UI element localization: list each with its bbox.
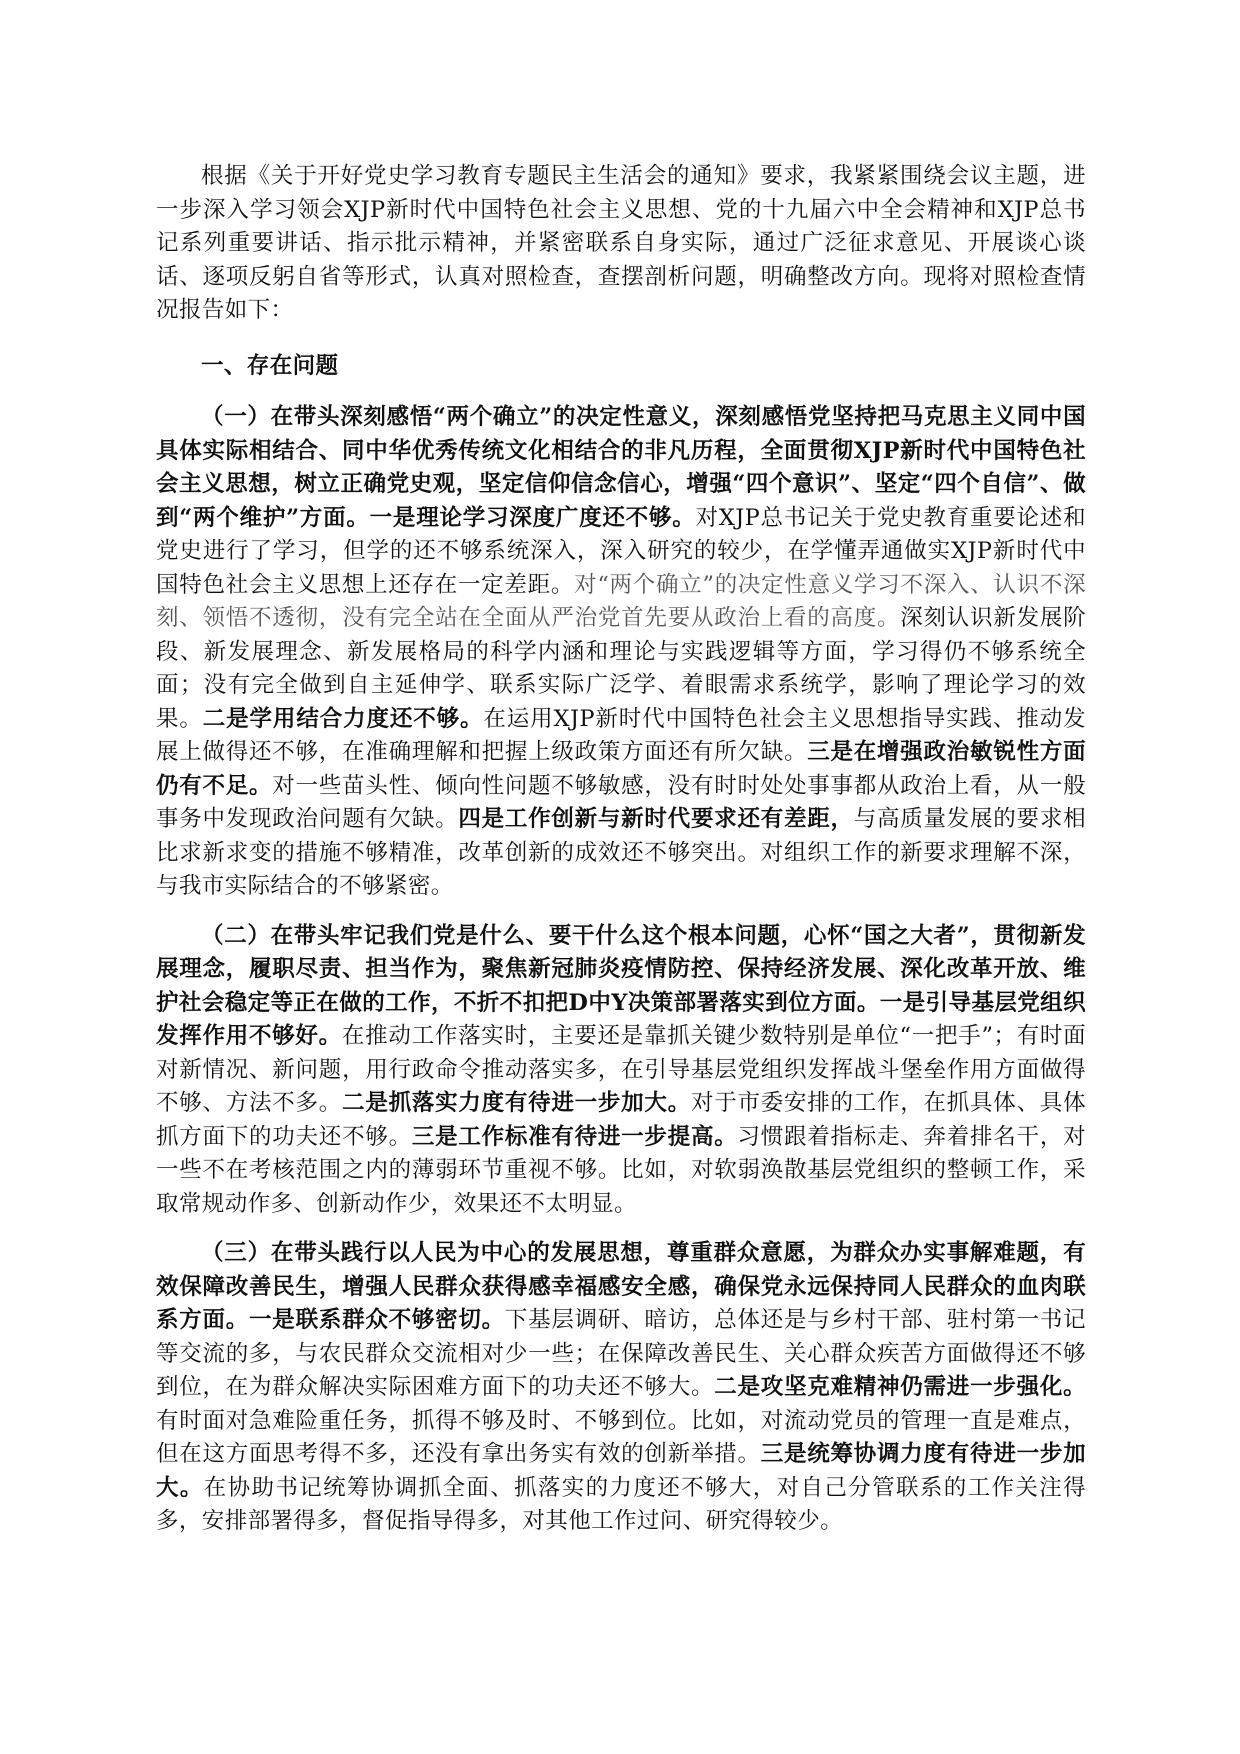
problem-paragraph-3 [156, 1237, 1086, 1539]
p1-key-3: 三是在增强政治敏锐性方面仍有不足。 [156, 739, 1086, 799]
p2-lead: （二）在带头牢记我们党是什么、要干什么这个根本问题，心怀“国之大者”，贯彻新发展理念，履职尽责、担当作为，聚焦新冠肺炎疫情防控、保持经济发展、深化改革开放、维护社会稳定等正在做的工作，不折不扣把D中Y决策部署落实到位方面。 [156, 922, 1086, 1016]
p1-key-2: 二是学用结合力度还不够。 [202, 705, 484, 732]
p1-text-1b: 对“两个确立”的决定性意义学习不深入、认识不深刻、领悟不透彻，没有完全站在全面从严治党首先要从政治上看的高度。 [156, 571, 1086, 631]
p1-text-2: 在运用XJP新时代中国特色社会主义思想指导实践、推动发展上做得还不够，在准确理解和把握上级政策方面还有所欠缺。 [156, 705, 1086, 765]
p3-lead: （三）在带头践行以人民为中心的发展思想，尊重群众意愿，为群众办实事解难题，有效保障改善民生，增强人民群众获得感幸福感安全感，确保党永远保持同人民群众的血肉联系方面。 [156, 1240, 1086, 1333]
p1-text-3: 对一些苗头性、倾向性问题不够敏感，没有时时处处事事都从政治上看，从一般事务中发现政治问题有欠缺。 [156, 772, 1086, 832]
p3-key-3: 三是统筹协调力度有待进一步加大。 [156, 1441, 1086, 1501]
p3-text-3: 在协助书记统筹协调抓全面、抓落实的力度还不够大，对自己分管联系的工作关注得多，安排部署得多，督促指导得多，对其他工作过问、研究得较少。 [156, 1474, 1086, 1534]
p3-key-1: 一是联系群众不够密切。 [249, 1307, 505, 1333]
p2-key-3: 三是工作标准有待进一步提高。 [411, 1123, 738, 1150]
p1-text-1a: 对XJP总书记关于党史教育重要论述和党史进行了学习，但学的还不够系统深入，深入研究的较少，在学懂弄通做实XJP新时代中国特色社会主义思想上还存在一定差距。 [156, 504, 1086, 598]
p2-text-3: 习惯跟着指标走、奔着排名干，对一些不在考核范围之内的薄弱环节重视不够。比如，对软弱涣散基层党组织的整顿工作，采取常规动作多、创新动作少，效果还不太明显。 [156, 1123, 1086, 1217]
problem-paragraph-1 [156, 401, 1086, 904]
document-page [156, 160, 1086, 1539]
p1-text-1c: 深刻认识新发展阶段、新发展理念、新发展格局的科学内涵和理论与实践逻辑等方面，学习得仍不够系统全面；没有完全做到自主延伸学、联系实际广泛学、着眼需求系统学，影响了理论学习的效果。 [156, 605, 1086, 732]
intro-paragraph [156, 160, 1086, 328]
p3-text-2: 有时面对急难险重任务，抓得不够及时、不够到位。比如，对流动党员的管理一直是难点，但在这方面思考得不多，还没有拿出务实有效的创新举措。 [156, 1407, 1086, 1467]
p2-text-2: 对于市委安排的工作，在抓具体、具体抓方面下的功夫还不够。 [156, 1090, 1086, 1150]
p2-text-1: 在推动工作落实时，主要还是靠抓关键少数特别是单位“一把手”；有时面对新情况、新问题，用行政命令推动落实多，在引导基层党组织发挥战斗堡垒作用方面做得不够、方法不多。 [156, 1023, 1086, 1116]
p3-key-2: 二是攻坚克难精神仍需进一步强化。 [714, 1374, 1086, 1400]
p1-text-4: 与高质量发展的要求相比求新求变的措施不够精准，改革创新的成效还不够突出。对组织工作的新要求理解不深，与我市实际结合的不够紧密。 [156, 806, 1086, 899]
p1-key-4: 四是工作创新与新时代要求还有差距， [458, 806, 854, 832]
p2-key-2: 二是抓落实力度有待进一步加大。 [342, 1090, 691, 1116]
p2-key-1: 一是引导基层党组织发挥作用不够好。 [156, 989, 1087, 1049]
p1-key-1: 一是理论学习深度广度还不够。 [369, 504, 696, 531]
p1-lead: （一）在带头深刻感悟“两个确立”的决定性意义，深刻感悟党坚持把马克思主义同中国具体实际相结合、同中华优秀传统文化相结合的非凡历程，全面贯彻XJP新时代中国特色社会主义思想，树立正确党史观，坚定信仰信念信心，增强“四个意识”、坚定“四个自信”、做到“两个维护”方面。 [156, 404, 1086, 531]
intro-text: 根据《关于开好党史学习教育专题民主生活会的通知》要求，我紧紧围绕会议主题，进一步深入学习领会XJP新时代中国特色社会主义思想、党的十九届六中全会精神和XJP总书记系列重要讲话、指示批示精神，并紧密联系自身实际，通过广泛征求意见、开展谈心谈话、逐项反躬自省等形式，认真对照检查，查摆剖析问题，明确整改方向。现将对照检查情况报告如下： [156, 163, 1086, 323]
section-heading-problems: 一、存在问题 [201, 352, 339, 379]
problem-paragraph-2 [156, 920, 1086, 1222]
p3-text-1: 下基层调研、暗访，总体还是与乡村干部、驻村第一书记等交流的多，与农民群众交流相对少一些；在保障改善民生、关心群众疾苦方面做得还不够到位，在为群众解决实际困难方面下的功夫还不够大。 [156, 1307, 1086, 1400]
